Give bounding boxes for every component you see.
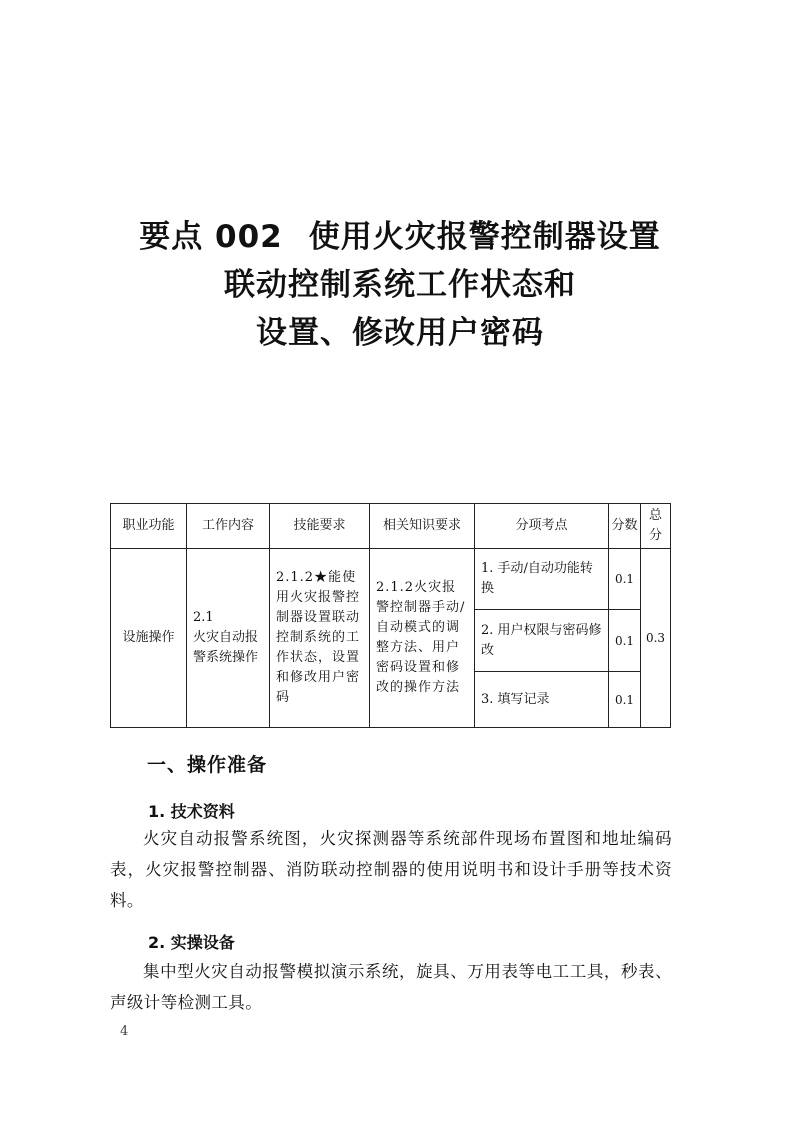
- subsection-heading-equipment: 2. 实操设备: [148, 933, 235, 952]
- score-cell: 0.1: [609, 672, 641, 728]
- knowledge-cell: 2.1.2火灾报警控制器手动/自动模式的调整方法、用户密码设置和修改的操作方法: [370, 549, 475, 728]
- point-cell: 2. 用户权限与密码修改: [475, 610, 609, 672]
- header-cell: 相关知识要求: [370, 504, 475, 549]
- score-cell: 0.1: [609, 549, 641, 610]
- paragraph-tech-docs: 火灾自动报警系统图，火灾探测器等系统部件现场布置图和地址编码表，火灾报警控制器、消防联动控制器的使用说明书和设计手册等技术资料。: [110, 829, 672, 910]
- header-cell: 分项考点: [475, 504, 609, 549]
- skill-cell: 2.1.2★能使用火灾报警控制器设置联动控制系统的工作状态，设置和修改用户密码: [270, 549, 370, 728]
- title-code: 要点 002: [139, 219, 283, 255]
- page-title-line-3: 设置、修改用户密码: [256, 315, 544, 351]
- header-cell: 技能要求: [270, 504, 370, 549]
- page-title-line-1: [0, 214, 800, 260]
- header-cell: 分数: [609, 504, 641, 549]
- point-cell: 1. 手动/自动功能转换: [475, 549, 609, 610]
- subsection-heading-tech-docs: 1. 技术资料: [148, 802, 235, 821]
- title-line-1-text: 使用火灾报警控制器设置: [308, 219, 661, 255]
- score-cell: 0.1: [609, 610, 641, 672]
- paragraph-equipment: 集中型火灾自动报警模拟演示系统，旋具、万用表等电工工具，秒表、声级计等检测工具。: [110, 962, 672, 1012]
- content-cell: 2.1 火灾自动报警系统操作: [187, 549, 270, 728]
- header-cell: 工作内容: [187, 504, 270, 549]
- page-title-line-2: 联动控制系统工作状态和: [224, 267, 576, 303]
- section-heading: 一、操作准备: [147, 754, 268, 776]
- function-cell: 设施操作: [111, 549, 187, 728]
- requirements-table: [110, 503, 671, 728]
- table-row: [111, 549, 671, 610]
- header-cell: 总分: [641, 504, 671, 549]
- header-cell: 职业功能: [111, 504, 187, 549]
- page-number: 4: [120, 1024, 129, 1039]
- point-cell: 3. 填写记录: [475, 672, 609, 728]
- total-cell: 0.3: [641, 549, 671, 728]
- table-header-row: [111, 504, 671, 549]
